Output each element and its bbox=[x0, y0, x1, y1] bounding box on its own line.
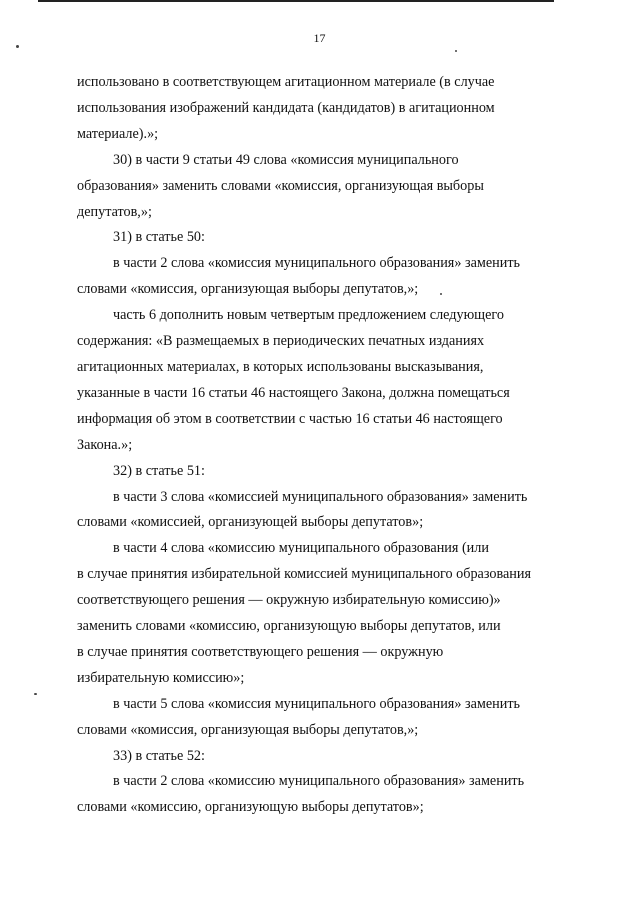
scan-speck bbox=[440, 293, 442, 295]
scan-speck bbox=[455, 50, 457, 52]
text-line: словами «комиссия, организующая выборы депутатов,»; bbox=[77, 281, 419, 298]
text-line: в части 2 слова «комиссия муниципального образования» заменить bbox=[113, 255, 521, 272]
scan-edge-line bbox=[38, 0, 554, 2]
text-line: депутатов,»; bbox=[77, 203, 152, 220]
scan-speck bbox=[16, 45, 19, 48]
text-line: в части 4 слова «комиссию муниципального образования (или bbox=[113, 540, 489, 557]
text-line: использовано в соответствующем агитационном материале (в случае bbox=[77, 74, 495, 90]
text-line: информация об этом в соответствии с частью 16 статьи 46 настоящего bbox=[77, 410, 503, 427]
text-line: словами «комиссией, организующей выборы депутатов»; bbox=[77, 514, 424, 531]
text-line: 32) в статье 51: bbox=[113, 462, 205, 479]
text-line: образования» заменить словами «комиссия, организующая выборы bbox=[77, 177, 484, 194]
text-line: в случае принятия соответствующего решения — окружную bbox=[77, 643, 444, 660]
text-line: материале).»; bbox=[77, 125, 159, 142]
text-line: 30) в части 9 статьи 49 слова «комиссия муниципального bbox=[113, 151, 459, 168]
text-line: избирательную комиссию»; bbox=[77, 669, 245, 686]
text-line: 31) в статье 50: bbox=[113, 229, 205, 246]
text-line: содержания: «В размещаемых в периодических печатных изданиях bbox=[77, 333, 485, 350]
text-line: указанные в части 16 статьи 46 настоящего Закона, должна помещаться bbox=[77, 384, 510, 401]
scan-speck bbox=[34, 693, 37, 695]
text-line: в части 5 слова «комиссия муниципального образования» заменить bbox=[113, 695, 521, 712]
text-line: в части 3 слова «комиссией муниципального образования» заменить bbox=[113, 488, 528, 505]
text-line: Закона.»; bbox=[77, 436, 133, 453]
text-line: в части 2 слова «комиссию муниципального образования» заменить bbox=[113, 773, 525, 790]
text-line: 33) в статье 52: bbox=[113, 747, 205, 764]
text-line: заменить словами «комиссию, организующую выборы депутатов, или bbox=[77, 618, 501, 635]
text-line: часть 6 дополнить новым четвертым предложением следующего bbox=[113, 307, 504, 324]
text-line: словами «комиссия, организующая выборы депутатов,»; bbox=[77, 721, 419, 738]
text-line: соответствующего решения — окружную избирательную комиссию)» bbox=[77, 592, 501, 609]
text-line: словами «комиссию, организующую выборы депутатов»; bbox=[77, 799, 424, 816]
document-body bbox=[77, 70, 559, 821]
text-line: использования изображений кандидата (кандидатов) в агитационном bbox=[77, 99, 495, 116]
page-number: 17 bbox=[313, 31, 326, 45]
text-line: агитационных материалах, в которых использованы высказывания, bbox=[77, 358, 484, 375]
text-line: в случае принятия избирательной комиссией муниципального образования bbox=[77, 566, 531, 583]
